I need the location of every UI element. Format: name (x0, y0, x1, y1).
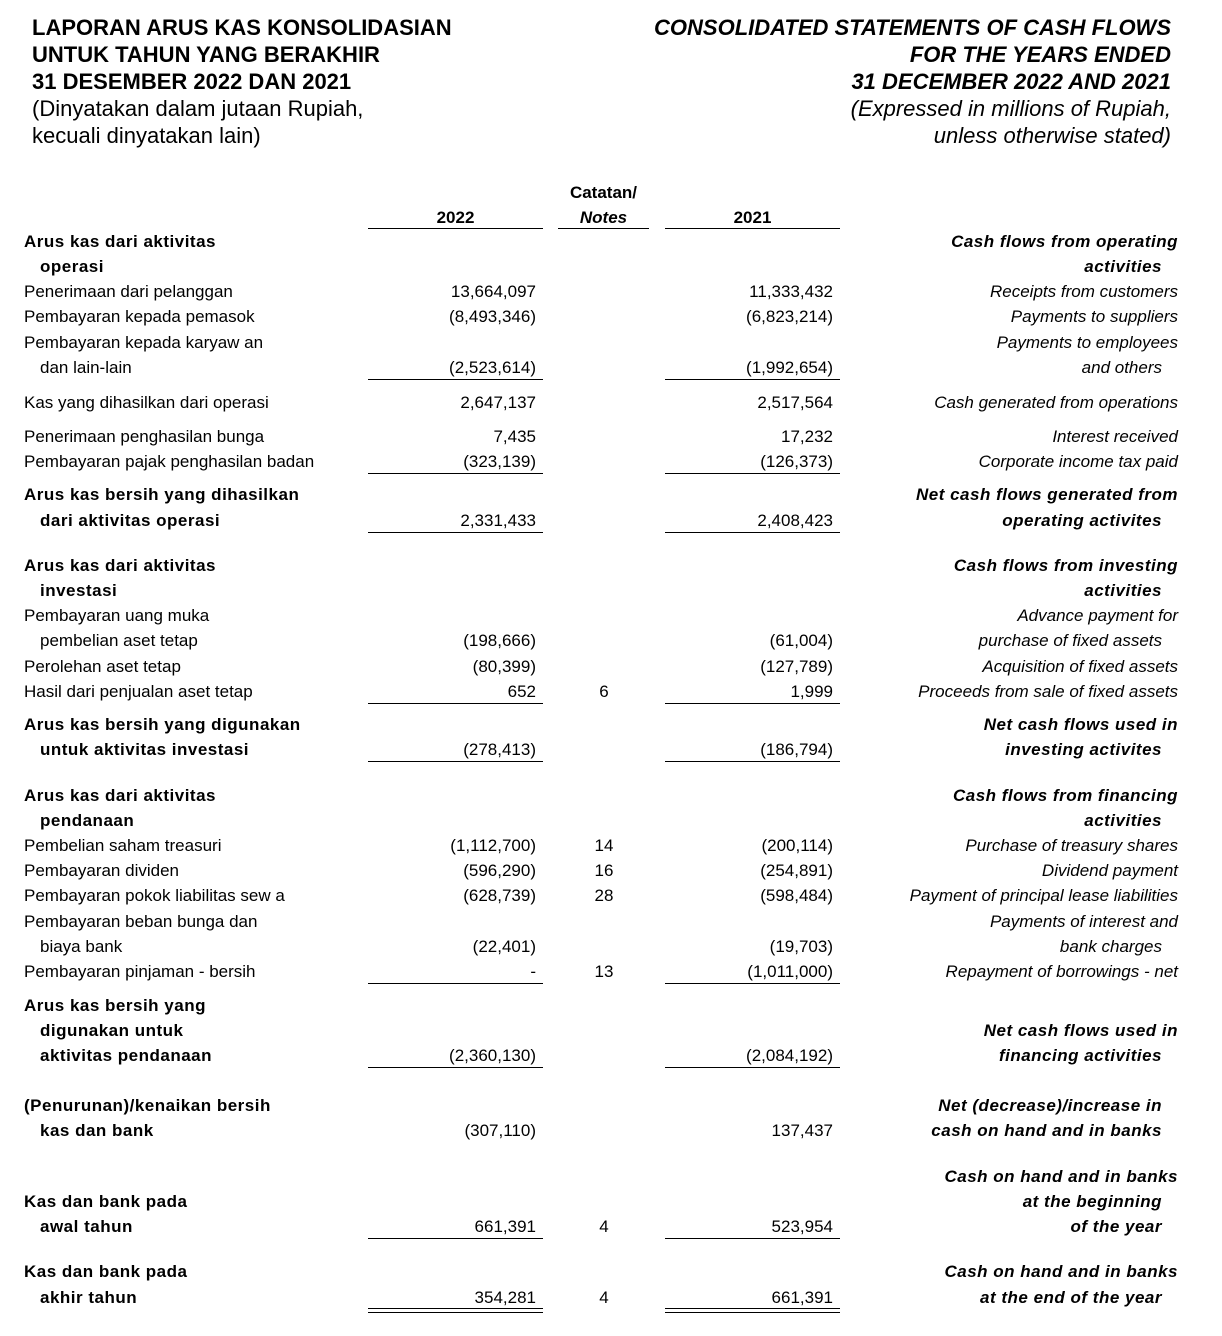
total-row (0, 993, 1222, 1018)
value-2021: (1,011,000) (747, 962, 833, 981)
value-2022: 7,435 (493, 427, 536, 446)
row-label-id: awal tahun (40, 1217, 133, 1236)
section-heading-investing (0, 578, 1222, 603)
row-label-en: Repayment of borrowings - net (945, 962, 1178, 981)
row-label-id: Pembayaran kepada karyaw an (24, 333, 264, 352)
row-label-id: Pembayaran dividen (24, 861, 179, 880)
total-rule (665, 761, 840, 762)
row-label-en: investing activites (1005, 740, 1162, 759)
subtotal-rule (368, 983, 543, 984)
section-heading-operating (0, 254, 1222, 279)
table-row (0, 959, 1222, 984)
double-total-rule (368, 1308, 543, 1313)
row-label-en: activities (1084, 811, 1162, 830)
row-label-en: Payment of principal lease liabilities (909, 886, 1178, 905)
table-row (0, 679, 1222, 704)
value-2022: (628,739) (463, 886, 536, 905)
total-row (0, 508, 1222, 533)
row-label-id: kas dan bank (40, 1121, 154, 1140)
subtitle-line: (Expressed in millions of Rupiah, (850, 96, 1171, 121)
subtotal-rule (665, 379, 840, 380)
total-row (0, 1043, 1222, 1068)
value-2021: 17,232 (781, 427, 833, 446)
total-row (0, 1093, 1222, 1118)
row-label-en: Net cash flows used in (983, 1021, 1178, 1040)
table-row (0, 883, 1222, 908)
subtotal-rule (665, 703, 840, 704)
row-label-en: operating activites (1002, 511, 1162, 530)
row-label-id: untuk aktivitas investasi (40, 740, 250, 759)
row-label-en: Payments to employees (996, 333, 1178, 352)
value-2022: (278,413) (463, 740, 536, 759)
row-label-en: at the end of the year (980, 1288, 1162, 1307)
row-label-en: Dividend payment (1041, 861, 1178, 880)
note-ref: 4 (599, 1217, 609, 1236)
total-row (0, 1214, 1222, 1239)
header-indonesian (32, 14, 452, 149)
row-label-id: digunakan untuk (40, 1021, 184, 1040)
subtitle-line: (Dinyatakan dalam jutaan Rupiah, (32, 96, 364, 121)
row-label-en: at the beginning (1022, 1192, 1162, 1211)
title-line: 31 DECEMBER 2022 AND 2021 (851, 69, 1171, 94)
value-2022: (307,110) (464, 1121, 536, 1140)
total-rule (368, 761, 543, 762)
row-label-en: bank charges (1059, 937, 1162, 956)
value-2021: (254,891) (760, 861, 833, 880)
value-2022: (80,399) (472, 657, 536, 676)
row-label-en: Cash flows from financing (952, 786, 1178, 805)
value-2022: - (530, 962, 536, 981)
row-label-en: purchase of fixed assets (978, 631, 1162, 650)
row-label-en: of the year (1070, 1217, 1162, 1236)
row-label-id: Pembelian saham treasuri (24, 836, 222, 855)
value-2022: 13,664,097 (450, 282, 536, 301)
value-2022: (2,360,130) (449, 1046, 536, 1065)
value-2022: (198,666) (463, 631, 536, 650)
row-label-en: Corporate income tax paid (978, 452, 1178, 471)
subtotal-rule (368, 473, 543, 474)
value-2021: (200,114) (761, 836, 833, 855)
row-label-en: activities (1084, 581, 1162, 600)
value-2022: (1,112,700) (450, 836, 536, 855)
table-row (0, 833, 1222, 858)
row-label-id: Penerimaan dari pelanggan (24, 282, 233, 301)
row-label-id: Arus kas dari aktivitas (24, 556, 216, 575)
total-rule (368, 1067, 543, 1068)
row-label-en: Acquisition of fixed assets (982, 657, 1178, 676)
total-row (0, 1018, 1222, 1043)
total-rule (665, 1067, 840, 1068)
value-2022: (596,290) (463, 861, 536, 880)
row-label-en: and others (1081, 358, 1162, 377)
row-label-id: Pembayaran kepada pemasok (24, 307, 255, 326)
table-row (0, 449, 1222, 474)
row-label-id: Arus kas dari aktivitas (24, 786, 216, 805)
header-english (654, 14, 1171, 149)
row-label-en: Cash on hand and in banks (944, 1167, 1178, 1186)
table-row (0, 424, 1222, 449)
value-2021: 1,999 (790, 682, 833, 701)
value-2022: 661,391 (474, 1217, 536, 1236)
row-label-en: Receipts from customers (990, 282, 1178, 301)
subtitle-line: kecuali dinyatakan lain) (32, 123, 261, 148)
total-rule (368, 1238, 543, 1239)
column-header-notes: Notes (579, 208, 628, 227)
title-line: 31 DESEMBER 2022 DAN 2021 (32, 69, 352, 94)
row-label-id: Arus kas bersih yang (24, 996, 206, 1015)
row-label-id: Pembayaran uang muka (24, 606, 210, 625)
table-row (0, 654, 1222, 679)
subtitle-line: unless otherwise stated) (933, 123, 1171, 148)
value-2021: (19,703) (769, 937, 833, 956)
row-label-id: Kas dan bank pada (24, 1192, 188, 1211)
note-ref: 14 (594, 836, 614, 855)
note-ref: 13 (594, 962, 614, 981)
row-label-id: Hasil dari penjualan aset tetap (24, 682, 253, 701)
row-label-en: Purchase of treasury shares (965, 836, 1178, 855)
value-2021: 661,391 (771, 1288, 833, 1307)
row-label-id: operasi (40, 257, 104, 276)
subtotal-rule (368, 379, 543, 380)
row-label-id: Arus kas dari aktivitas (24, 232, 216, 251)
row-label-id: Pembayaran pinjaman - bersih (24, 962, 256, 981)
value-2022: 354,281 (474, 1288, 536, 1307)
total-row (0, 1164, 1222, 1189)
row-label-en: Net (decrease)/increase in (938, 1096, 1162, 1115)
row-label-id: pendanaan (40, 811, 135, 830)
value-2021: (1,992,654) (746, 358, 833, 377)
row-label-id: dan lain-lain (40, 358, 132, 377)
double-total-rule (665, 1308, 840, 1313)
total-row (0, 1189, 1222, 1214)
value-2022: 2,331,433 (460, 511, 536, 530)
row-label-id: Pembayaran beban bunga dan (24, 912, 258, 931)
row-label-id: Arus kas bersih yang dihasilkan (24, 485, 300, 504)
section-heading-financing (0, 783, 1222, 808)
value-2021: 523,954 (771, 1217, 833, 1236)
row-label-en: activities (1084, 257, 1162, 276)
value-2022: 2,647,137 (460, 393, 536, 412)
note-ref: 28 (594, 886, 614, 905)
section-heading-operating (0, 229, 1222, 254)
title-line: LAPORAN ARUS KAS KONSOLIDASIAN (32, 15, 452, 40)
row-label-id: aktivitas pendanaan (40, 1046, 213, 1065)
row-label-id: biaya bank (40, 937, 123, 956)
note-ref: 16 (594, 861, 614, 880)
total-rule (368, 532, 543, 533)
row-label-id: Pembayaran pokok liabilitas sew a (24, 886, 285, 905)
row-label-en: Cash flows from operating (951, 232, 1178, 251)
total-row (0, 1118, 1222, 1143)
row-label-id: dari aktivitas operasi (40, 511, 221, 530)
total-row (0, 482, 1222, 507)
total-row (0, 737, 1222, 762)
row-label-id: pembelian aset tetap (40, 631, 198, 650)
value-2022: (323,139) (463, 452, 536, 471)
table-row (0, 909, 1222, 934)
section-heading-financing (0, 808, 1222, 833)
value-2021: 11,333,432 (749, 282, 833, 301)
column-header-2022: 2022 (436, 208, 475, 227)
value-2021: (61,004) (769, 631, 833, 650)
row-label-en: Cash on hand and in banks (944, 1262, 1178, 1281)
row-label-en: Net cash flows used in (983, 715, 1178, 734)
table-row (0, 934, 1222, 959)
total-rule (665, 1238, 840, 1239)
column-header-notes: Catatan/ (569, 183, 638, 202)
value-2021: 2,517,564 (757, 393, 833, 412)
total-row (0, 1259, 1222, 1284)
value-2022: (2,523,614) (449, 358, 536, 377)
value-2021: 2,408,423 (757, 511, 833, 530)
value-2021: (2,084,192) (746, 1046, 833, 1065)
note-ref: 6 (599, 682, 609, 701)
row-label-id: Kas dan bank pada (24, 1262, 188, 1281)
table-row (0, 330, 1222, 355)
value-2022: (8,493,346) (449, 307, 536, 326)
row-label-en: Net cash flows generated from (915, 485, 1178, 504)
table-row (0, 390, 1222, 415)
row-label-en: cash on hand and in banks (931, 1121, 1162, 1140)
row-label-en: Interest received (1052, 427, 1178, 446)
row-label-id: (Penurunan)/kenaikan bersih (24, 1096, 271, 1115)
row-label-en: Payments of interest and (989, 912, 1178, 931)
subtotal-rule (665, 473, 840, 474)
subtotal-rule (368, 703, 543, 704)
value-2022: (22,401) (472, 937, 536, 956)
row-label-en: Advance payment for (1017, 606, 1178, 625)
note-ref: 4 (599, 1288, 609, 1307)
value-2021: (6,823,214) (746, 307, 833, 326)
row-label-id: Pembayaran pajak penghasilan badan (24, 452, 315, 471)
row-label-en: Proceeds from sale of fixed assets (918, 682, 1178, 701)
table-row (0, 355, 1222, 380)
row-label-en: Payments to suppliers (1010, 307, 1178, 326)
title-line: UNTUK TAHUN YANG BERAKHIR (32, 42, 380, 67)
row-label-id: Arus kas bersih yang digunakan (24, 715, 301, 734)
row-label-id: Perolehan aset tetap (24, 657, 181, 676)
row-label-id: Kas yang dihasilkan dari operasi (24, 393, 269, 412)
column-header-2021: 2021 (733, 208, 772, 227)
table-row (0, 858, 1222, 883)
value-2021: (186,794) (760, 740, 833, 759)
table-row (0, 304, 1222, 329)
row-label-en: Cash flows from investing (953, 556, 1178, 575)
subtotal-rule (665, 983, 840, 984)
value-2022: 652 (507, 682, 536, 701)
total-row (0, 712, 1222, 737)
title-line: FOR THE YEARS ENDED (909, 42, 1171, 67)
total-rule (665, 532, 840, 533)
value-2021: (126,373) (760, 452, 833, 471)
table-row (0, 279, 1222, 304)
row-label-en: Cash generated from operations (934, 393, 1178, 412)
title-line: CONSOLIDATED STATEMENTS OF CASH FLOWS (654, 15, 1171, 40)
table-row (0, 603, 1222, 628)
total-row (0, 1285, 1222, 1310)
value-2021: 137,437 (771, 1121, 833, 1140)
row-label-id: akhir tahun (40, 1288, 138, 1307)
table-row (0, 628, 1222, 653)
value-2021: (127,789) (760, 657, 833, 676)
section-heading-investing (0, 553, 1222, 578)
row-label-id: investasi (40, 581, 118, 600)
row-label-en: financing activities (998, 1046, 1162, 1065)
value-2021: (598,484) (760, 886, 833, 905)
row-label-id: Penerimaan penghasilan bunga (24, 427, 265, 446)
